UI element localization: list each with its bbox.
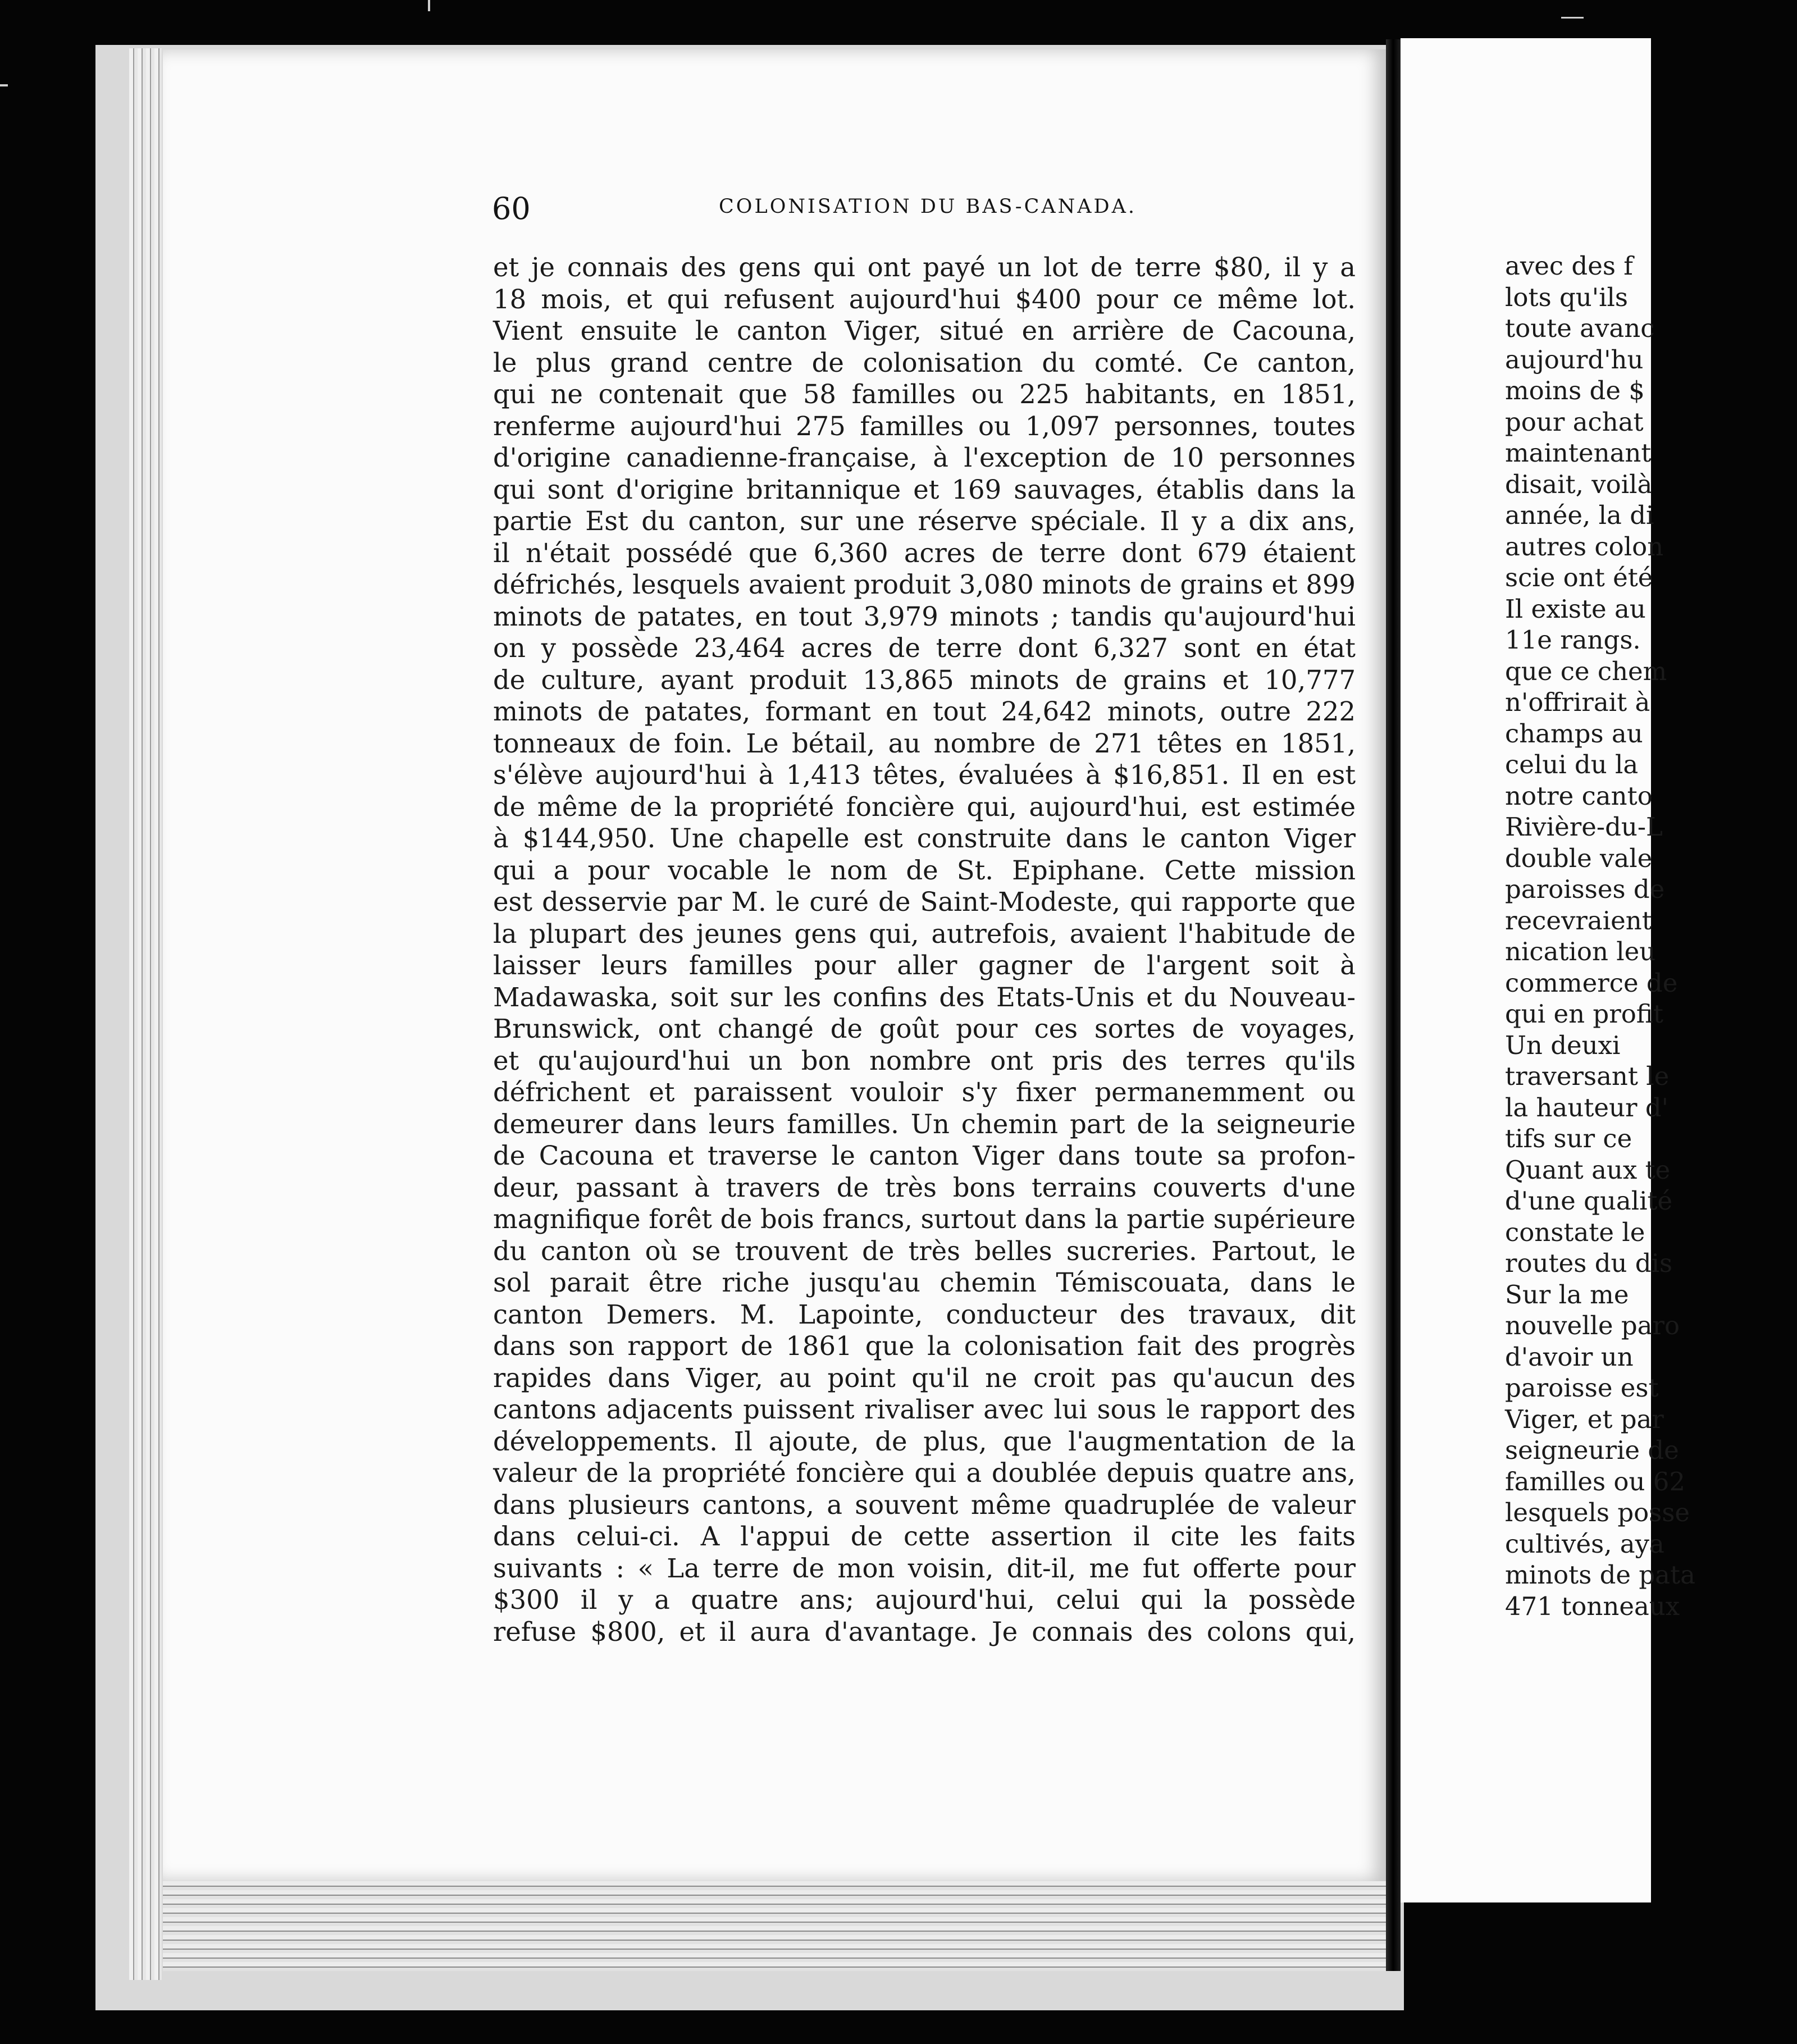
text-line: 11e rangs. <box>1505 625 1641 655</box>
text-line: avec des f <box>1505 251 1633 281</box>
text-line: laisser leurs familles pour aller gagner de l'argent soit à <box>493 950 1356 980</box>
text-line: et je connais des gens qui ont payé un lot de terre $80, il y a <box>493 252 1356 282</box>
text-line: 18 mois, et qui refusent aujourd'hui $400 pour ce même lot. <box>493 284 1356 314</box>
text-line: canton Demers. M. Lapointe, conducteur des travaux, dit <box>493 1299 1356 1330</box>
running-head: COLONISATION DU BAS-CANADA. <box>719 195 1137 218</box>
text-line: autres colon <box>1505 531 1664 562</box>
text-line: constate le <box>1505 1217 1645 1247</box>
text-line: que ce chem <box>1505 656 1667 686</box>
text-line: nication leu <box>1505 937 1656 966</box>
film-tick-mark-top <box>428 0 430 11</box>
text-line: développements. Il ajoute, de plus, que l'augmentation de la <box>493 1426 1356 1457</box>
text-line: Madawaska, soit sur les confins des Etats-Unis et du Nouveau- <box>493 982 1356 1012</box>
text-line: et qu'aujourd'hui un bon nombre ont pris des terres qu'ils <box>493 1045 1356 1076</box>
text-line: il n'était possédé que 6,360 acres de terre dont 679 étaient <box>493 537 1356 568</box>
text-line: moins de $ <box>1505 376 1645 405</box>
text-line: notre canto <box>1505 781 1653 811</box>
text-line: défrichent et paraissent vouloir s'y fixer permanemment ou <box>493 1077 1356 1107</box>
text-line: dans son rapport de 1861 que la colonisation fait des progrès <box>493 1331 1356 1361</box>
text-line: lesquels posse <box>1505 1498 1690 1527</box>
text-line: de même de la propriété foncière qui, aujourd'hui, est estimée <box>493 791 1356 822</box>
text-line: seigneurie de <box>1505 1435 1679 1465</box>
right-page <box>1401 38 1695 1902</box>
page-stack-bottom-edge <box>163 1881 1393 1971</box>
text-line: dans celui-ci. A l'appui de cette assertion il cite les faits <box>493 1521 1356 1552</box>
text-line: aujourd'hu <box>1505 344 1644 375</box>
text-line: tonneaux de foin. Le bétail, au nombre de 271 têtes en 1851, <box>493 728 1356 759</box>
text-line: on y possède 23,464 acres de terre dont 6,327 sont en état <box>493 633 1356 663</box>
text-line: Rivière-du-L <box>1505 812 1663 842</box>
text-line: maintenant <box>1505 438 1652 468</box>
text-line: Quant aux te <box>1505 1155 1671 1185</box>
text-line: demeurer dans leurs familles. Un chemin part de la seigneurie <box>493 1108 1356 1139</box>
page-stack-left-edge <box>129 48 162 1980</box>
text-line: Sur la me <box>1505 1279 1629 1310</box>
text-line: qui en profit <box>1505 999 1663 1029</box>
text-line: s'élève aujourd'hui à 1,413 têtes, évaluées à $16,851. Il en est <box>493 760 1356 790</box>
page-number: 60 <box>492 191 531 226</box>
text-line: rapides dans Viger, au point qu'il ne croit pas qu'aucun des <box>493 1362 1356 1393</box>
text-line: qui sont d'origine britannique et 169 sauvages, établis dans la <box>493 474 1356 505</box>
text-line: renferme aujourd'hui 275 familles ou 1,097 personnes, toutes <box>493 410 1356 441</box>
right-page-text <box>1505 250 1797 1622</box>
text-line: deur, passant à travers de très bons terrains couverts d'une <box>493 1172 1356 1203</box>
text-line: routes du dis <box>1505 1248 1673 1278</box>
text-line: cantons adjacents puissent rivaliser avec lui sous le rapport des <box>493 1394 1356 1425</box>
text-line: Brunswick, ont changé de goût pour ces sortes de voyages, <box>493 1014 1356 1044</box>
text-line: défrichés, lesquels avaient produit 3,080 minots de grains et 899 <box>493 569 1356 600</box>
film-tick-mark-left <box>0 84 8 86</box>
text-line: Il existe au <box>1505 594 1646 624</box>
text-line: commerce de <box>1505 968 1678 998</box>
text-line: paroisses de <box>1505 874 1665 904</box>
text-line: suivants : « La terre de mon voisin, dit-il, me fut offerte pour <box>493 1553 1356 1584</box>
text-line: minots de pata <box>1505 1560 1695 1590</box>
left-page-text <box>493 252 1356 1648</box>
text-line: le plus grand centre de colonisation du comté. Ce canton, <box>493 347 1356 378</box>
film-tick-mark-right <box>1561 17 1584 19</box>
text-line: paroisse est <box>1505 1373 1659 1403</box>
text-line: du canton où se trouvent de très belles sucreries. Partout, le <box>493 1235 1356 1266</box>
text-line: double vale <box>1505 843 1653 873</box>
text-line: 471 tonneaux <box>1505 1591 1680 1621</box>
text-line: d'avoir un <box>1505 1342 1634 1372</box>
text-line: toute avanc <box>1505 313 1655 343</box>
text-line: recevraient <box>1505 905 1652 936</box>
text-line: partie Est du canton, sur une réserve spéciale. Il y a dix ans, <box>493 506 1356 536</box>
text-line: minots de patates, formant en tout 24,642 minots, outre 222 <box>493 696 1356 727</box>
text-line: de Cacouna et traverse le canton Viger dans toute sa profon- <box>493 1140 1356 1171</box>
text-line: champs au <box>1505 718 1643 749</box>
text-line: d'origine canadienne-française, à l'exception de 10 personnes <box>493 442 1356 473</box>
text-line: sol parait être riche jusqu'au chemin Témiscouata, dans le <box>493 1267 1356 1298</box>
text-line: dans plusieurs cantons, a souvent même quadruplée de valeur <box>493 1489 1356 1520</box>
text-line: pour achat <box>1505 407 1644 437</box>
text-line: nouvelle paro <box>1505 1311 1680 1340</box>
text-line: lots qu'ils <box>1505 282 1629 312</box>
text-line: tifs sur ce <box>1505 1124 1632 1153</box>
text-line: de culture, ayant produit 13,865 minots de grains et 10,777 <box>493 664 1356 695</box>
text-line: qui a pour vocable le nom de St. Epiphane. Cette mission <box>493 855 1356 886</box>
text-line: la hauteur d' <box>1505 1092 1669 1123</box>
text-line: Un deuxi <box>1505 1030 1621 1060</box>
text-line: valeur de la propriété foncière qui a doublée depuis quatre ans, <box>493 1458 1356 1488</box>
text-line: traversant le <box>1505 1061 1670 1091</box>
text-line: refuse $800, et il aura d'avantage. Je connais des colons qui, <box>493 1616 1356 1647</box>
text-line: Viger, et par <box>1505 1404 1664 1434</box>
text-line: scie ont été <box>1505 563 1653 592</box>
text-line: qui ne contenait que 58 familles ou 225 habitants, en 1851, <box>493 379 1356 409</box>
text-line: celui du la <box>1505 750 1639 779</box>
text-line: n'offrirait à <box>1505 687 1650 717</box>
text-line: magnifique forêt de bois francs, surtout dans la partie supérieure <box>493 1204 1356 1234</box>
text-line: cultivés, aya <box>1505 1529 1664 1559</box>
text-line: $300 il y a quatre ans; aujourd'hui, celui qui la possède <box>493 1585 1356 1615</box>
text-line: Vient ensuite le canton Viger, situé en arrière de Cacouna, <box>493 316 1356 346</box>
text-line: disait, voilà <box>1505 469 1653 499</box>
text-line: familles ou 62 <box>1505 1466 1685 1496</box>
text-line: année, la di <box>1505 500 1654 530</box>
text-line: la plupart des jeunes gens qui, autrefois, avaient l'habitude de <box>493 918 1356 949</box>
text-line: d'une qualité <box>1505 1186 1673 1216</box>
text-line: est desservie par M. le curé de Saint-Modeste, qui rapporte que <box>493 887 1356 917</box>
text-line: minots de patates, en tout 3,979 minots ; tandis qu'aujourd'hui <box>493 601 1356 632</box>
book-gutter <box>1386 39 1401 1971</box>
text-line: à $144,950. Une chapelle est construite dans le canton Viger <box>493 823 1356 854</box>
